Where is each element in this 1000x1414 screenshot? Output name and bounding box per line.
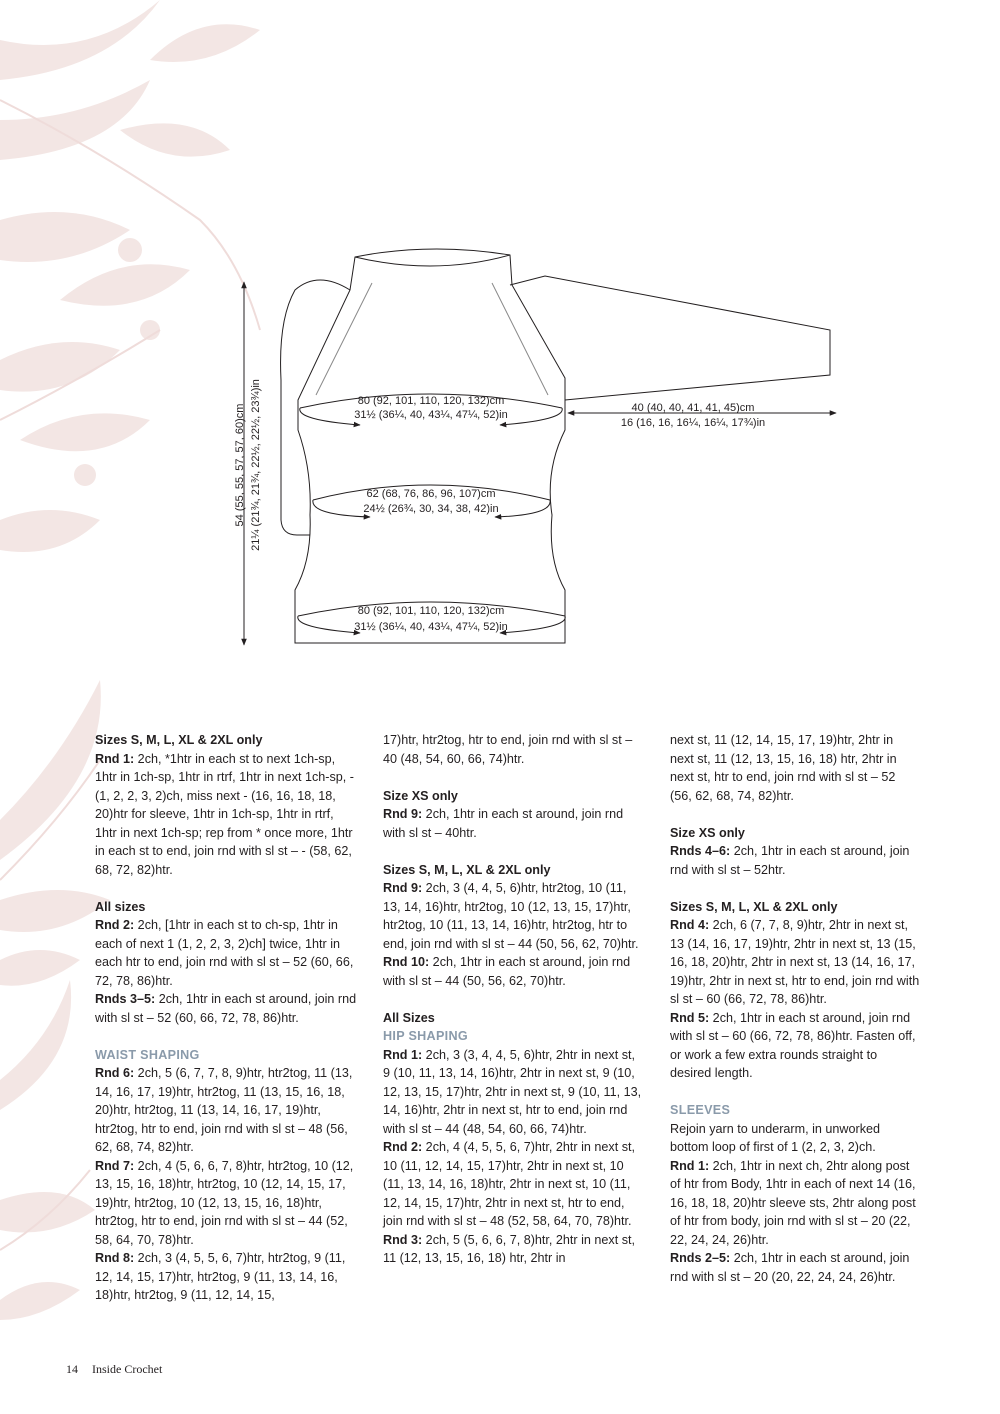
round-label: Rnd 2: — [383, 1140, 423, 1154]
round-label: Rnd 8: — [95, 1251, 135, 1265]
section-heading: All sizes — [95, 899, 146, 914]
round-text: 2ch, 3 (4, 5, 5, 6, 7)htr, htr2tog, 9 (11, 12, 14, 15, 17)htr, htr2tog, 9 (11, 13, 14, 16, 18)htr, htr2tog, 9 (11, 12, 14, 15, — [95, 1251, 346, 1302]
subsection-heading: SLEEVES — [670, 1103, 731, 1117]
continued-text: next st, 11 (12, 14, 15, 17, 19)htr, 2htr in next st, 11 (12, 13, 15, 16, 18) htr, 2htr in next st, htr to end, join rnd with sl st – 52 (56, 62, 68, 74, 82)htr. — [670, 733, 897, 803]
round-text: 2ch, 4 (5, 6, 6, 7, 8)htr, htr2tog, 10 (12, 13, 15, 16, 18)htr, htr2tog, 10 (12, 14, 15, 17, 19)htr, htr2tog, 10 (12, 13, 15, 16, 18)htr, htr2tog, htr to end, join rnd with sl st – 44 (52, 58, 64, 70, 78)htr. — [95, 1158, 354, 1247]
round-label: Rnd 9: — [383, 807, 423, 821]
round-text: 2ch, 1htr in next ch, 2htr along post of htr from Body, 1htr in each of next 14 (16, 16, 18, 18, 20)htr sleeve sts, 2htr along post of htr from body, join rnd with sl st – 20 (22, 22, 24, 24, 26)htr. — [670, 1158, 916, 1247]
section-heading: Sizes S, M, L, XL & 2XL only — [670, 899, 838, 914]
pattern-column-2 — [383, 731, 645, 1286]
right-sleeve — [510, 276, 830, 400]
round-label: Rnd 5: — [670, 1010, 710, 1025]
height-cm-label: 54 (55, 55, 57, 57, 60)cm — [234, 403, 246, 527]
section-heading: Sizes S, M, L, XL & 2XL only — [95, 733, 263, 747]
height-in-label: 21¼ (21¾, 21¾, 22½, 22½, 23¾)in — [250, 379, 262, 551]
sleeve-in-label: 16 (16, 16, 16¼, 16¼, 17¾)in — [620, 417, 766, 429]
round-text: 2ch, 3 (4, 4, 5, 6)htr, htr2tog, 10 (11, 13, 14, 16)htr, htr2tog, 10 (12, 13, 15, 17)htr, htr2tog, 10 (11, 13, 14, 16)htr, htr2tog, htr to end, join rnd with sl st – 44 (50, 56, 62, 70)htr. — [383, 881, 639, 951]
round-text: 2ch, 1htr in each st around, join rnd with sl st – 40htr. — [383, 807, 624, 840]
left-sleeve — [281, 280, 350, 535]
round-label: Rnd 9: — [383, 881, 423, 895]
hip-in-label: 31½ (36¼, 40, 43¼, 47¼, 52)in — [354, 621, 508, 633]
round-label: Rnd 6: — [95, 1066, 135, 1080]
garment-schematic — [230, 240, 880, 660]
bust-arrow-left — [300, 408, 360, 425]
round-label: Rnds 2–5: — [670, 1251, 731, 1265]
pattern-column-3 — [670, 731, 920, 1305]
page-number: 14 — [66, 1362, 78, 1376]
hip-arrow-right — [500, 616, 565, 633]
round-label: Rnd 1: — [95, 751, 135, 766]
round-label: Rnd 1: — [670, 1158, 710, 1173]
section-heading: Sizes S, M, L, XL & 2XL only — [383, 862, 551, 877]
round-label: Rnds 4–6: — [670, 844, 731, 858]
round-text: 2ch, 1htr in each st around, join rnd with sl st – 52htr. — [670, 844, 910, 877]
bust-in-label: 31½ (36¼, 40, 43¼, 47¼, 52)in — [354, 409, 508, 421]
subsection-heading: HIP SHAPING — [383, 1029, 468, 1043]
subsection-heading: WAIST SHAPING — [95, 1047, 200, 1062]
round-label: Rnd 3: — [383, 1232, 423, 1247]
hip-arrow-left — [298, 616, 360, 633]
section-heading: All Sizes — [383, 1010, 435, 1025]
waist-arrow-left — [313, 500, 370, 517]
round-text: 2ch, 1htr in each st around, join rnd with sl st – 52 (60, 66, 72, 78, 86)htr. — [95, 992, 357, 1025]
continued-text: 17)htr, htr2tog, htr to end, join rnd with sl st – 40 (48, 54, 60, 66, 74)htr. — [383, 733, 633, 766]
round-label: Rnd 1: — [383, 1047, 423, 1062]
round-text: 2ch, 6 (7, 7, 8, 9)htr, 2htr in next st, 13 (14, 16, 17, 19)htr, 2htr in next st, 13 (15, 16, 18, 20)htr, 2htr in next st, 13 (14, 16, 17, 19)htr, 2htr in next st, htr to end, join rnd with sl st – 60 (66, 72, 78, 86)htr. — [670, 918, 920, 1006]
hip-cm-label: 80 (92, 101, 110, 120, 132)cm — [357, 605, 505, 617]
bust-arrow-right — [500, 408, 562, 425]
round-label: Rnd 10: — [383, 955, 430, 969]
page-footer — [66, 1362, 162, 1377]
body-outline — [295, 249, 565, 643]
round-text: 2ch, 3 (3, 4, 4, 5, 6)htr, 2htr in next st, 9 (10, 11, 13, 14, 16)htr, 2htr in next st, 9 (10, 12, 13, 15, 17)htr, 2htr in next st, 9 (10, 11, 13, 14, 16)htr, 2htr in next st, htr to end, join rnd with sl st – 44 (48, 54, 60, 66, 74)htr. — [383, 1047, 642, 1136]
section-heading: Size XS only — [383, 788, 458, 803]
round-label: Rnds 3–5: — [95, 992, 156, 1006]
collar-line — [355, 255, 510, 266]
bust-cm-label: 80 (92, 101, 110, 120, 132)cm — [357, 395, 505, 407]
round-text: 2ch, 5 (5, 6, 6, 7, 8)htr, 2htr in next st, 11 (12, 13, 15, 16, 18) htr, 2htr in — [383, 1232, 635, 1265]
round-label: Rnd 7: — [95, 1158, 135, 1173]
round-text: 2ch, 5 (6, 7, 7, 8, 9)htr, htr2tog, 11 (13, 14, 16, 17, 19)htr, htr2tog, 11 (13, 15, 16, 18, 20)htr, htr2tog, 11 (13, 14, 16, 17, 19)htr, htr2tog, htr to end, join rnd with sl st – 48 (56, 62, 68, 74, 82)htr. — [95, 1066, 353, 1154]
round-text: 2ch, 1htr in each st around, join rnd with sl st – 60 (66, 72, 78, 86)htr. Fasten off, or work a few extra rounds straight to desired length. — [670, 1010, 916, 1080]
waist-arrow-right — [495, 500, 550, 517]
intro-text: Rejoin yarn to underarm, in unworked bottom loop of first of 1 (2, 2, 3, 2)ch. — [670, 1121, 881, 1154]
waist-cm-label: 62 (68, 76, 86, 96, 107)cm — [366, 488, 496, 500]
raglan-line-left — [316, 283, 372, 395]
pattern-column-1 — [95, 731, 357, 1323]
round-text: 2ch, *1htr in each st to next 1ch-sp, 1htr in 1ch-sp, 1htr in rtrf, 1htr in next 1ch-sp, - (1, 2, 2, 3, 2)ch, miss next - (16, 16, 18, 18, 20)htr for sleeve, 1htr in 1ch-sp, 1htr in rtrf, 1htr in next 1ch-sp; rep from * once more, 1htr in each st to end, join rnd with sl st – - (58, 62, 68, 72, 82)htr. — [95, 751, 354, 877]
round-text: 2ch, [1htr in each st to ch-sp, 1htr in each of next 1 (1, 2, 2, 3, 2)ch] twice, 1htr in each htr to end, join rnd with sl st – 52 (60, 66, 72, 78, 86)htr. — [95, 918, 354, 988]
waist-in-label: 24½ (26¾, 30, 34, 38, 42)in — [363, 503, 499, 515]
round-text: 2ch, 1htr in each st around, join rnd with sl st – 20 (20, 22, 24, 24, 26)htr. — [670, 1251, 910, 1284]
round-text: 2ch, 1htr in each st around, join rnd with sl st – 44 (50, 56, 62, 70)htr. — [383, 955, 631, 988]
sleeve-cm-label: 40 (40, 40, 41, 41, 45)cm — [631, 402, 755, 414]
round-text: 2ch, 4 (4, 5, 5, 6, 7)htr, 2htr in next st, 10 (11, 12, 14, 15, 17)htr, 2htr in next st, 10 (11, 13, 14, 16, 18)htr, 2htr in next st, 10 (11, 12, 14, 15, 17)htr, 2htr in next st, htr to end, join rnd with sl st – 48 (52, 58, 64, 70, 78)htr. — [383, 1140, 635, 1228]
round-label: Rnd 2: — [95, 918, 135, 932]
round-label: Rnd 4: — [670, 918, 710, 932]
magazine-title: Inside Crochet — [92, 1362, 163, 1376]
section-heading: Size XS only — [670, 825, 745, 840]
